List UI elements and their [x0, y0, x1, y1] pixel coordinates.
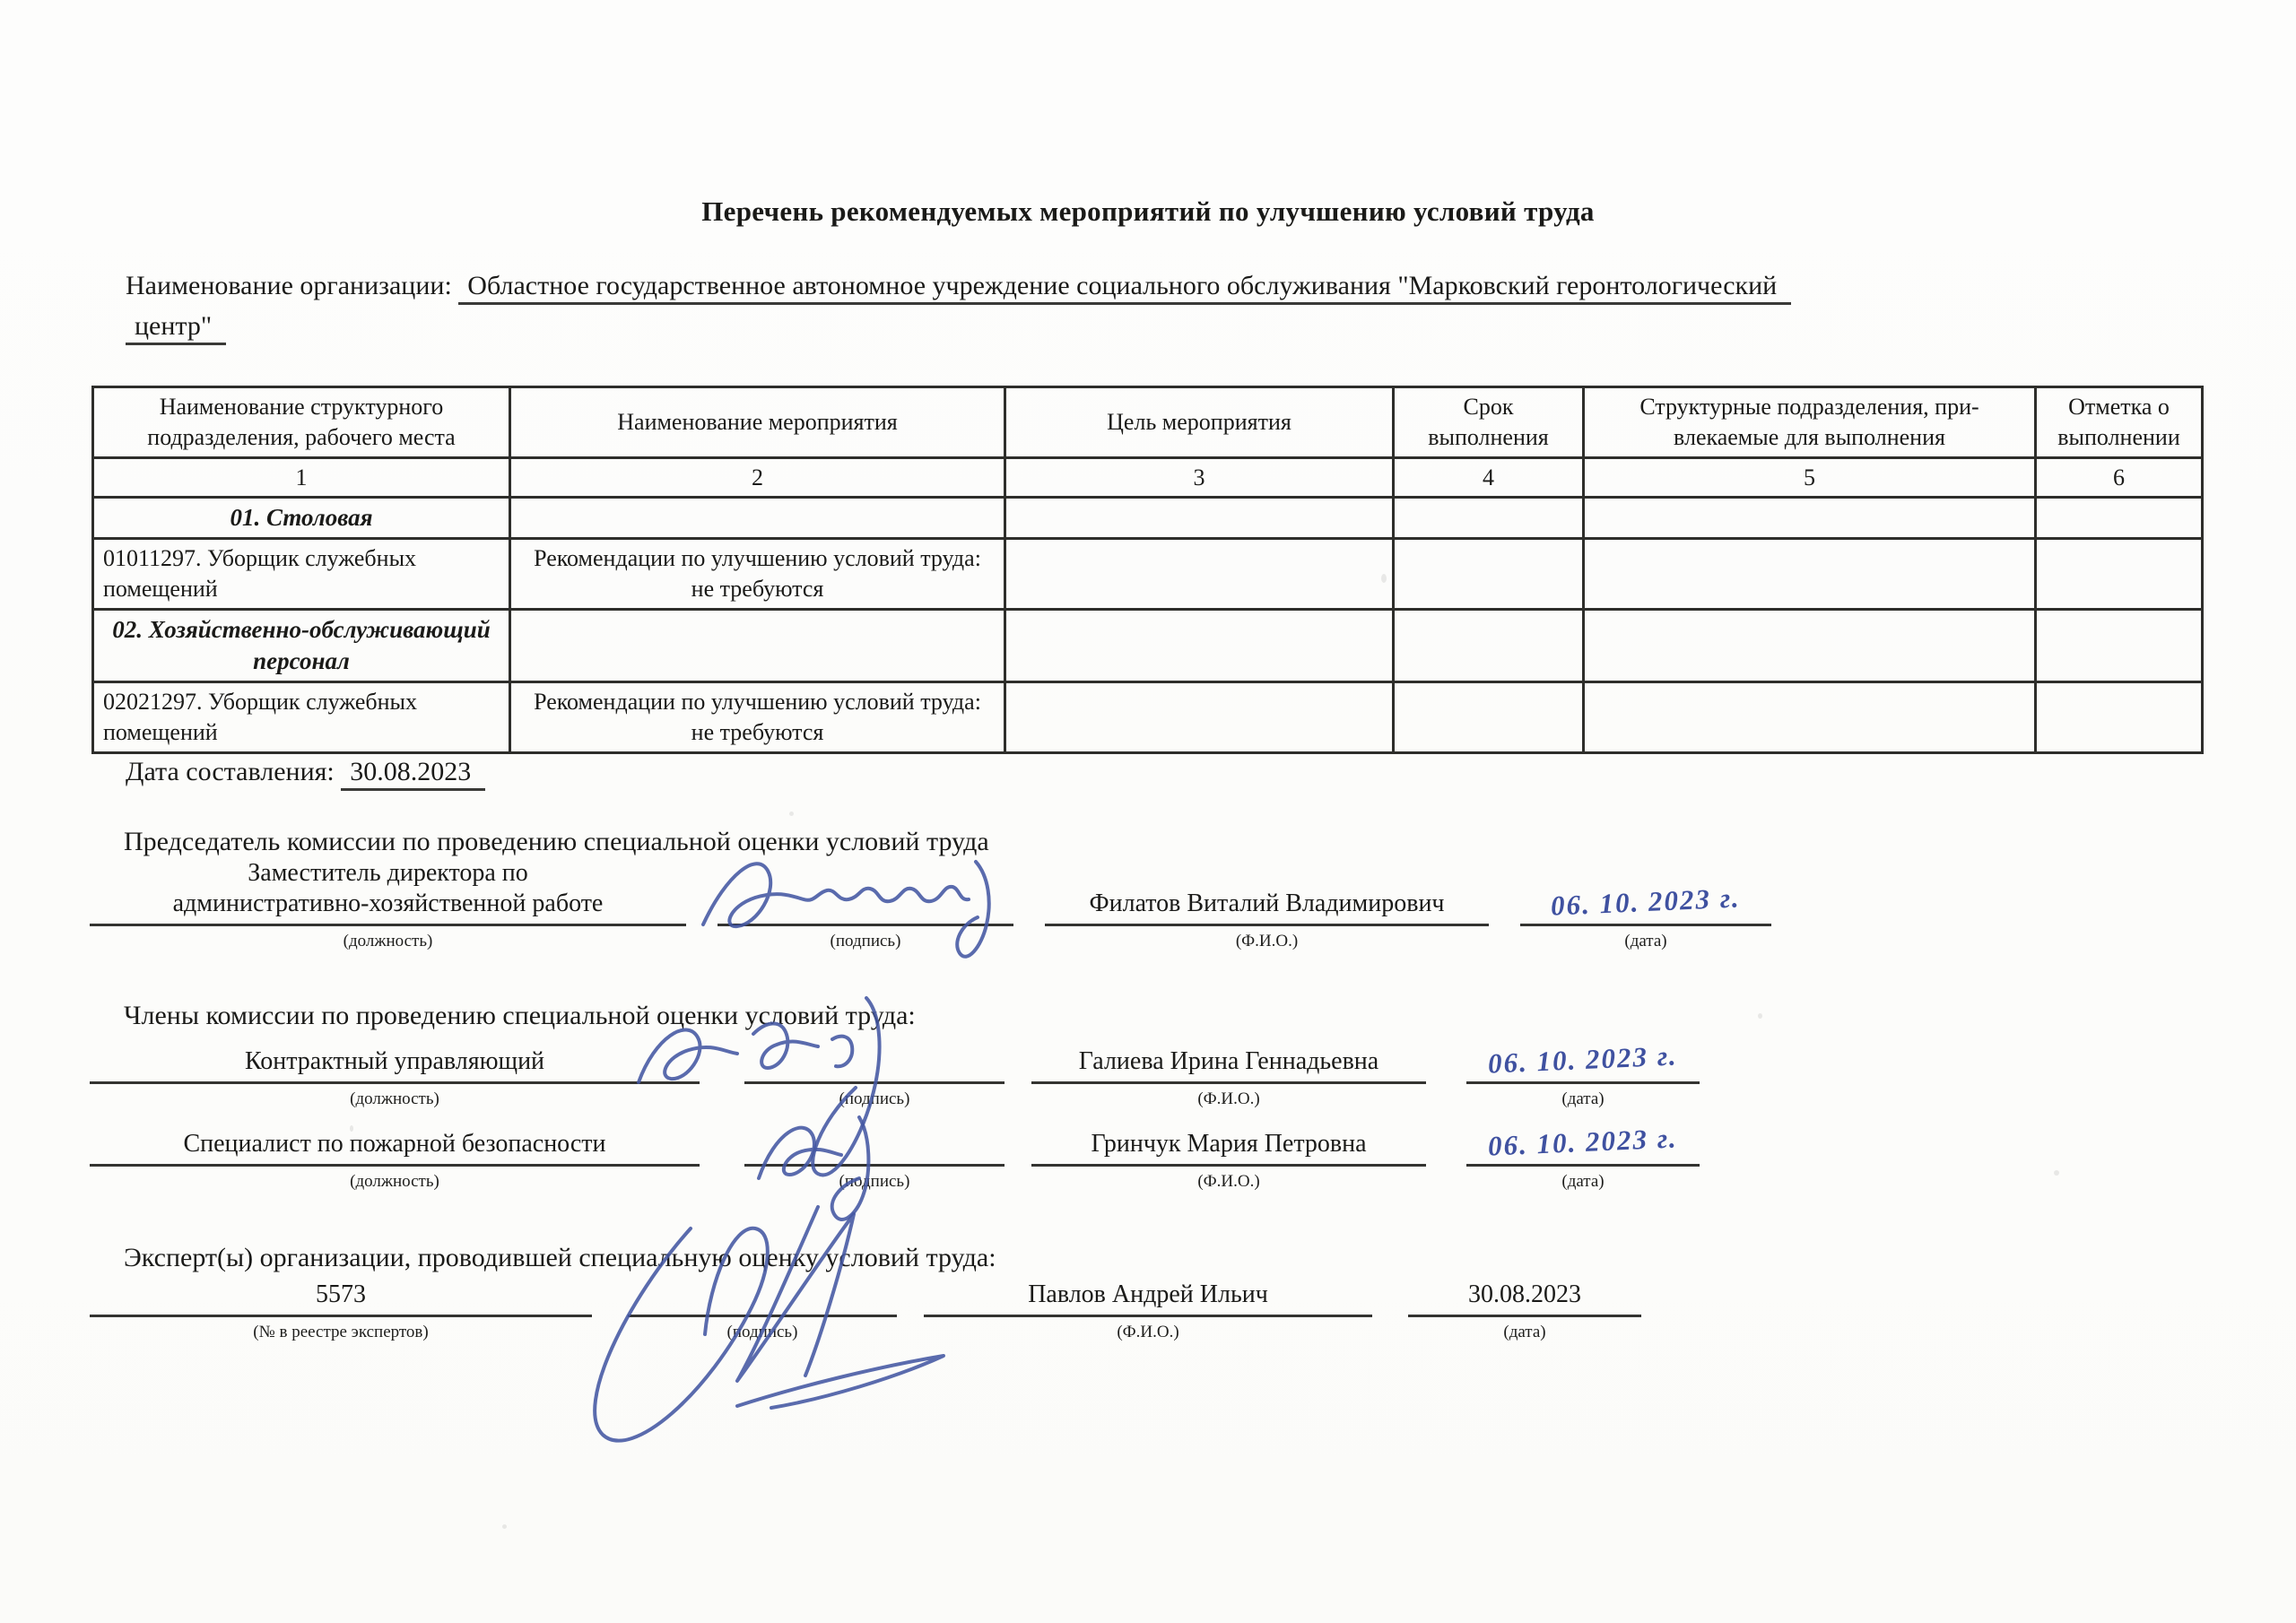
table-row: [93, 682, 2203, 753]
signature-rule: [1031, 1081, 1426, 1084]
signature-rule: [90, 924, 686, 926]
position-caption: (должность): [343, 932, 433, 951]
header-cell-involved: Структурные подразделения, привлекаемые для выполнения: [1584, 387, 2036, 458]
signature-rule: [1408, 1315, 1641, 1317]
signature-caption: (подпись): [726, 1323, 798, 1342]
section-title-cell: 01. Столовая: [93, 498, 510, 539]
member2-date-handwritten: 06. 10. 2023 г.: [1487, 1122, 1679, 1162]
column-number: 5: [1584, 457, 2036, 498]
name-caption: (Ф.И.О.): [1117, 1323, 1179, 1342]
column-number: 3: [1005, 457, 1394, 498]
chairman-name-field: [1045, 889, 1489, 952]
signature-caption: (подпись): [839, 1089, 910, 1109]
header-cell-goal: Цель мероприятия: [1005, 387, 1394, 458]
signature-rule: [90, 1164, 700, 1167]
workplace-cell: 01011297. Уборщик служебных помещений: [93, 539, 510, 610]
header-cell-measure: Наименование мероприятия: [510, 387, 1005, 458]
chairman-position-field: [90, 858, 686, 952]
expert-date: 30.08.2023: [1468, 1280, 1581, 1309]
member-signature-row: [0, 1028, 2296, 1110]
workplace-cell: 02021297. Уборщик служебных помещений: [93, 682, 510, 753]
expert-name-field: [924, 1280, 1372, 1343]
page-title: Перечень рекомендуемых мероприятий по улучшению условий труда: [701, 195, 1595, 227]
signature-rule: [744, 1081, 1004, 1084]
member1-date-handwritten: 06. 10. 2023 г.: [1487, 1039, 1679, 1080]
expert-sign-field: [628, 1280, 897, 1343]
scan-speckle: [502, 1524, 507, 1529]
name-caption: (Ф.И.О.): [1197, 1089, 1260, 1109]
signature-rule: [1466, 1081, 1700, 1084]
column-number: 4: [1394, 457, 1584, 498]
organization-label: Наименование организации:: [126, 271, 452, 300]
column-number: 1: [93, 457, 510, 498]
signature-rule: [744, 1164, 1004, 1167]
column-number-row: [93, 457, 2203, 498]
name-caption: (Ф.И.О.): [1235, 932, 1299, 951]
member2-position: Специалист по пожарной безопасности: [183, 1130, 606, 1159]
signature-rule: [1466, 1164, 1700, 1167]
member2-name-field: [1031, 1129, 1426, 1193]
signature-caption: (подпись): [830, 932, 901, 951]
compile-date-line: [126, 757, 485, 787]
signature-rule: [628, 1315, 897, 1317]
chairman-sign-field: [718, 889, 1013, 952]
column-number: 6: [2036, 457, 2203, 498]
expert-name: Павлов Андрей Ильич: [1028, 1280, 1268, 1309]
organization-line: [126, 265, 2224, 346]
scan-speckle: [789, 812, 794, 816]
header-cell-mark: Отметка о выполнении: [2036, 387, 2203, 458]
signature-rule: [924, 1315, 1372, 1317]
signature-rule: [1520, 924, 1771, 926]
expert-registry-number: 5573: [316, 1280, 366, 1309]
member2-position-field: [90, 1129, 700, 1193]
date-caption: (дата): [1561, 1172, 1605, 1192]
table-row-section: [93, 610, 2203, 682]
organization-value-line1: Областное государственное автономное учреждение социального обслуживания "Марковский геронтологический: [458, 271, 1791, 305]
signature-rule: [90, 1081, 700, 1084]
date-caption: (дата): [1561, 1089, 1605, 1109]
organization-value-line2: центр": [126, 311, 226, 345]
position-caption: (должность): [350, 1089, 439, 1109]
signature-caption: (подпись): [839, 1172, 910, 1192]
expert-registry-field: [90, 1280, 592, 1343]
expert-date-field: [1408, 1280, 1641, 1343]
expert-signature-row: [0, 1261, 2296, 1343]
member2-name: Гринчук Мария Петровна: [1091, 1130, 1367, 1159]
compile-date-value: 30.08.2023: [341, 757, 485, 791]
signature-rule: [1031, 1164, 1426, 1167]
signature-rule: [1045, 924, 1489, 926]
chairman-heading: Председатель комиссии по проведению специальной оценки условий труда: [124, 827, 989, 856]
signature-rule: [718, 924, 1013, 926]
header-cell-deadline: Срок выполнения: [1394, 387, 1584, 458]
chairman-date-field: [1520, 881, 1771, 952]
name-caption: (Ф.И.О.): [1197, 1172, 1260, 1192]
scan-speckle: [350, 1125, 353, 1132]
chairman-position-line2: административно-хозяйственной работе: [172, 890, 604, 918]
member1-position-field: [90, 1046, 700, 1110]
chairman-name: Филатов Виталий Владимирович: [1089, 890, 1445, 918]
compile-date-label: Дата составления:: [126, 757, 335, 786]
scan-speckle: [1381, 574, 1387, 583]
registry-caption: (№ в реестре экспертов): [253, 1323, 429, 1342]
member1-position: Контрактный управляющий: [244, 1047, 545, 1076]
table-row-section: [93, 498, 2203, 539]
table-header-row: [93, 387, 2203, 458]
member2-sign-field: [744, 1129, 1004, 1193]
chairman-position-line1: Заместитель директора по: [248, 858, 528, 887]
section-title-cell: 02. Хозяйственно-обслуживающий персонал: [93, 610, 510, 682]
measure-cell: Рекомендации по улучшению условий труда: не требуются: [510, 539, 1005, 610]
measure-cell: Рекомендации по улучшению условий труда: не требуются: [510, 682, 1005, 753]
member1-name-field: [1031, 1046, 1426, 1110]
column-number: 2: [510, 457, 1005, 498]
scan-speckle: [1758, 1013, 1762, 1019]
position-caption: (должность): [350, 1172, 439, 1192]
chairman-signature-row: [0, 836, 2296, 952]
member1-date-field: [1466, 1039, 1700, 1110]
member-signature-row: [0, 1110, 2296, 1193]
measures-table: [91, 386, 2204, 754]
table-row: [93, 539, 2203, 610]
members-heading: Члены комиссии по проведению специальной оценки условий труда:: [124, 1001, 916, 1030]
expert-heading: Эксперт(ы) организации, проводившей специальную оценку условий труда:: [124, 1243, 996, 1272]
header-cell-department: Наименование структурного подразделения, рабочего места: [93, 387, 510, 458]
scan-speckle: [2054, 1170, 2059, 1176]
member1-name: Галиева Ирина Геннадьевна: [1078, 1047, 1379, 1076]
member2-date-field: [1466, 1122, 1700, 1193]
date-caption: (дата): [1503, 1323, 1546, 1342]
chairman-date-handwritten: 06. 10. 2023 г.: [1550, 881, 1742, 922]
signature-rule: [90, 1315, 592, 1317]
date-caption: (дата): [1624, 932, 1667, 951]
member1-sign-field: [744, 1046, 1004, 1110]
